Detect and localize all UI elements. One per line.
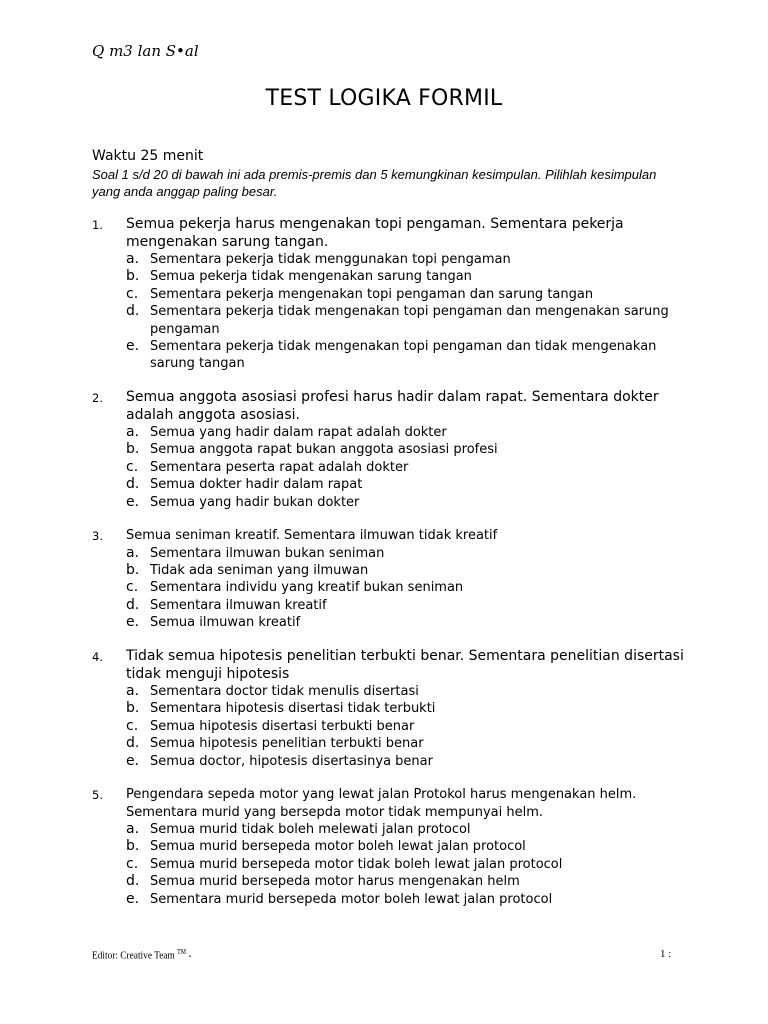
page-number: 1 : [660, 948, 672, 960]
option-letter: c. [126, 717, 139, 734]
question-stem: Semua seniman kreatif. Sementara ilmuwan tidak kreatif [126, 528, 498, 543]
option-item [126, 476, 692, 493]
trademark-mark: TM [177, 948, 187, 956]
question-number: 1. [92, 218, 103, 232]
option-letter: e. [126, 890, 140, 907]
option-letter: a. [126, 251, 140, 267]
option-text: Semua doctor, hipotesis disertasinya benar [150, 753, 433, 769]
option-text: Sementara murid bersepeda motor boleh lewat jalan protocol [150, 891, 553, 907]
question-4 [92, 648, 692, 770]
option-text: Sementara ilmuwan bukan seniman [150, 545, 385, 561]
option-item [126, 268, 692, 285]
option-text: Semua murid bersepeda motor harus mengenakan helm [150, 874, 520, 890]
option-text: Tidak ada seniman yang ilmuwan [150, 562, 369, 578]
option-item [126, 579, 692, 596]
option-letter: b. [126, 561, 140, 578]
option-text: Sementara pekerja tidak menggunakan topi pengaman [150, 252, 511, 267]
instructions-text: Soal 1 s/d 20 di bawah ini ada premis-premis dan 5 kemungkinan kesimpulan. Pilihlah kesimpulan yang anda anggap paling besar. [92, 167, 657, 199]
option-text: Sementara pekerja tidak mengenakan topi pengaman dan mengenakan sarung pengaman [150, 304, 669, 337]
question-stem: Semua anggota asosiasi profesi harus hadir dalam rapat. Sementara dokter adalah anggota asosiasi. [126, 389, 659, 423]
option-letter: c. [126, 855, 139, 872]
option-text: Semua dokter hadir dalam rapat [150, 477, 363, 493]
option-letter: a. [126, 544, 140, 561]
question-5 [92, 786, 692, 908]
option-letter: c. [126, 579, 139, 596]
option-letter: e. [126, 752, 140, 769]
option-letter: c. [126, 285, 139, 302]
footer-editor-text: Editor: Creative Team [92, 949, 175, 962]
option-letter: d. [126, 873, 140, 890]
option-text: Semua yang hadir bukan dokter [150, 494, 360, 510]
option-text: Semua murid bersepeda motor boleh lewat jalan protocol [150, 839, 526, 855]
option-text: Sementara hipotesis disertasi tidak terbukti [150, 701, 436, 717]
option-item [126, 873, 692, 890]
option-item [126, 597, 692, 614]
option-text: Semua hipotesis penelitian terbukti benar [150, 736, 424, 752]
option-item [126, 545, 692, 562]
question-stem: Tidak semua hipotesis penelitian terbukti benar. Sementara penelitian disertasi tidak menguji hipotesis [126, 648, 684, 682]
question-stem: Pengendara sepeda motor yang lewat jalan Protokol harus mengenakan helm. Sementara murid yang bersepda motor tidak mempunyai helm. [126, 787, 637, 820]
option-letter: e. [126, 614, 140, 631]
option-item [126, 441, 692, 458]
option-text: Semua murid bersepeda motor tidak boleh lewat jalan protocol [150, 856, 563, 872]
option-letter: b. [126, 268, 140, 285]
option-item [126, 718, 692, 735]
footer-editor [92, 948, 192, 962]
option-text: Semua hipotesis disertasi terbukti benar [150, 718, 415, 734]
option-text: Sementara individu yang kreatif bukan seniman [150, 580, 464, 596]
question-number: 4. [92, 650, 103, 664]
option-list [126, 821, 692, 908]
option-letter: d. [126, 303, 140, 320]
option-item [126, 891, 692, 908]
option-text: Sementara pekerja tidak mengenakan topi pengaman dan tidak mengenakan sarung tangan [150, 339, 657, 372]
option-item [126, 753, 692, 770]
option-letter: d. [126, 596, 140, 613]
option-list [126, 683, 692, 770]
duration-text: Waktu 25 menit [92, 148, 204, 164]
option-item [126, 735, 692, 752]
question-3 [92, 527, 692, 632]
question-number: 5. [92, 788, 103, 802]
option-letter: b. [126, 838, 140, 855]
option-item [126, 494, 692, 511]
option-list [126, 545, 692, 632]
question-number: 3. [92, 529, 103, 543]
option-letter: b. [126, 441, 140, 458]
option-text: Semua yang hadir dalam rapat adalah dokter [150, 425, 447, 440]
option-text: Semua anggota rapat bukan anggota asosiasi profesi [150, 442, 498, 458]
option-item [126, 700, 692, 717]
page-title: TEST LOGIKA FORMIL [265, 86, 503, 111]
option-text: Sementara peserta rapat adalah dokter [150, 459, 409, 475]
option-item [126, 821, 692, 838]
option-item [126, 562, 692, 579]
option-text: Semua pekerja tidak mengenakan sarung tangan [150, 269, 472, 285]
option-item [126, 856, 692, 873]
option-item [126, 338, 692, 373]
option-text: Semua murid tidak boleh melewati jalan protocol [150, 822, 471, 837]
option-letter: c. [126, 458, 139, 475]
option-item [126, 286, 692, 303]
option-letter: e. [126, 493, 140, 510]
option-letter: a. [126, 821, 140, 837]
option-text: Semua ilmuwan kreatif [150, 615, 301, 631]
option-item [126, 251, 692, 268]
option-list [126, 251, 692, 373]
option-item [126, 683, 692, 700]
option-letter: d. [126, 476, 140, 493]
option-item [126, 424, 692, 441]
option-item [126, 303, 692, 338]
option-list [126, 424, 692, 511]
option-item [126, 459, 692, 476]
option-item [126, 838, 692, 855]
question-number: 2. [92, 391, 103, 405]
option-letter: a. [126, 683, 140, 699]
option-text: Sementara ilmuwan kreatif [150, 597, 327, 613]
question-stem: Semua pekerja harus mengenakan topi pengaman. Sementara pekerja mengenakan sarung tangan. [126, 216, 624, 250]
option-text: Sementara pekerja mengenakan topi pengaman dan sarung tangan [150, 286, 594, 302]
option-letter: a. [126, 424, 140, 440]
question-2 [92, 389, 692, 511]
question-1 [92, 216, 692, 373]
option-letter: d. [126, 735, 140, 752]
option-item [126, 614, 692, 631]
page-header: Q m3 lan S•al [92, 42, 199, 60]
option-letter: e. [126, 338, 140, 355]
footer-dash: - [186, 949, 192, 962]
option-letter: b. [126, 700, 140, 717]
option-text: Sementara doctor tidak menulis disertasi [150, 684, 419, 699]
